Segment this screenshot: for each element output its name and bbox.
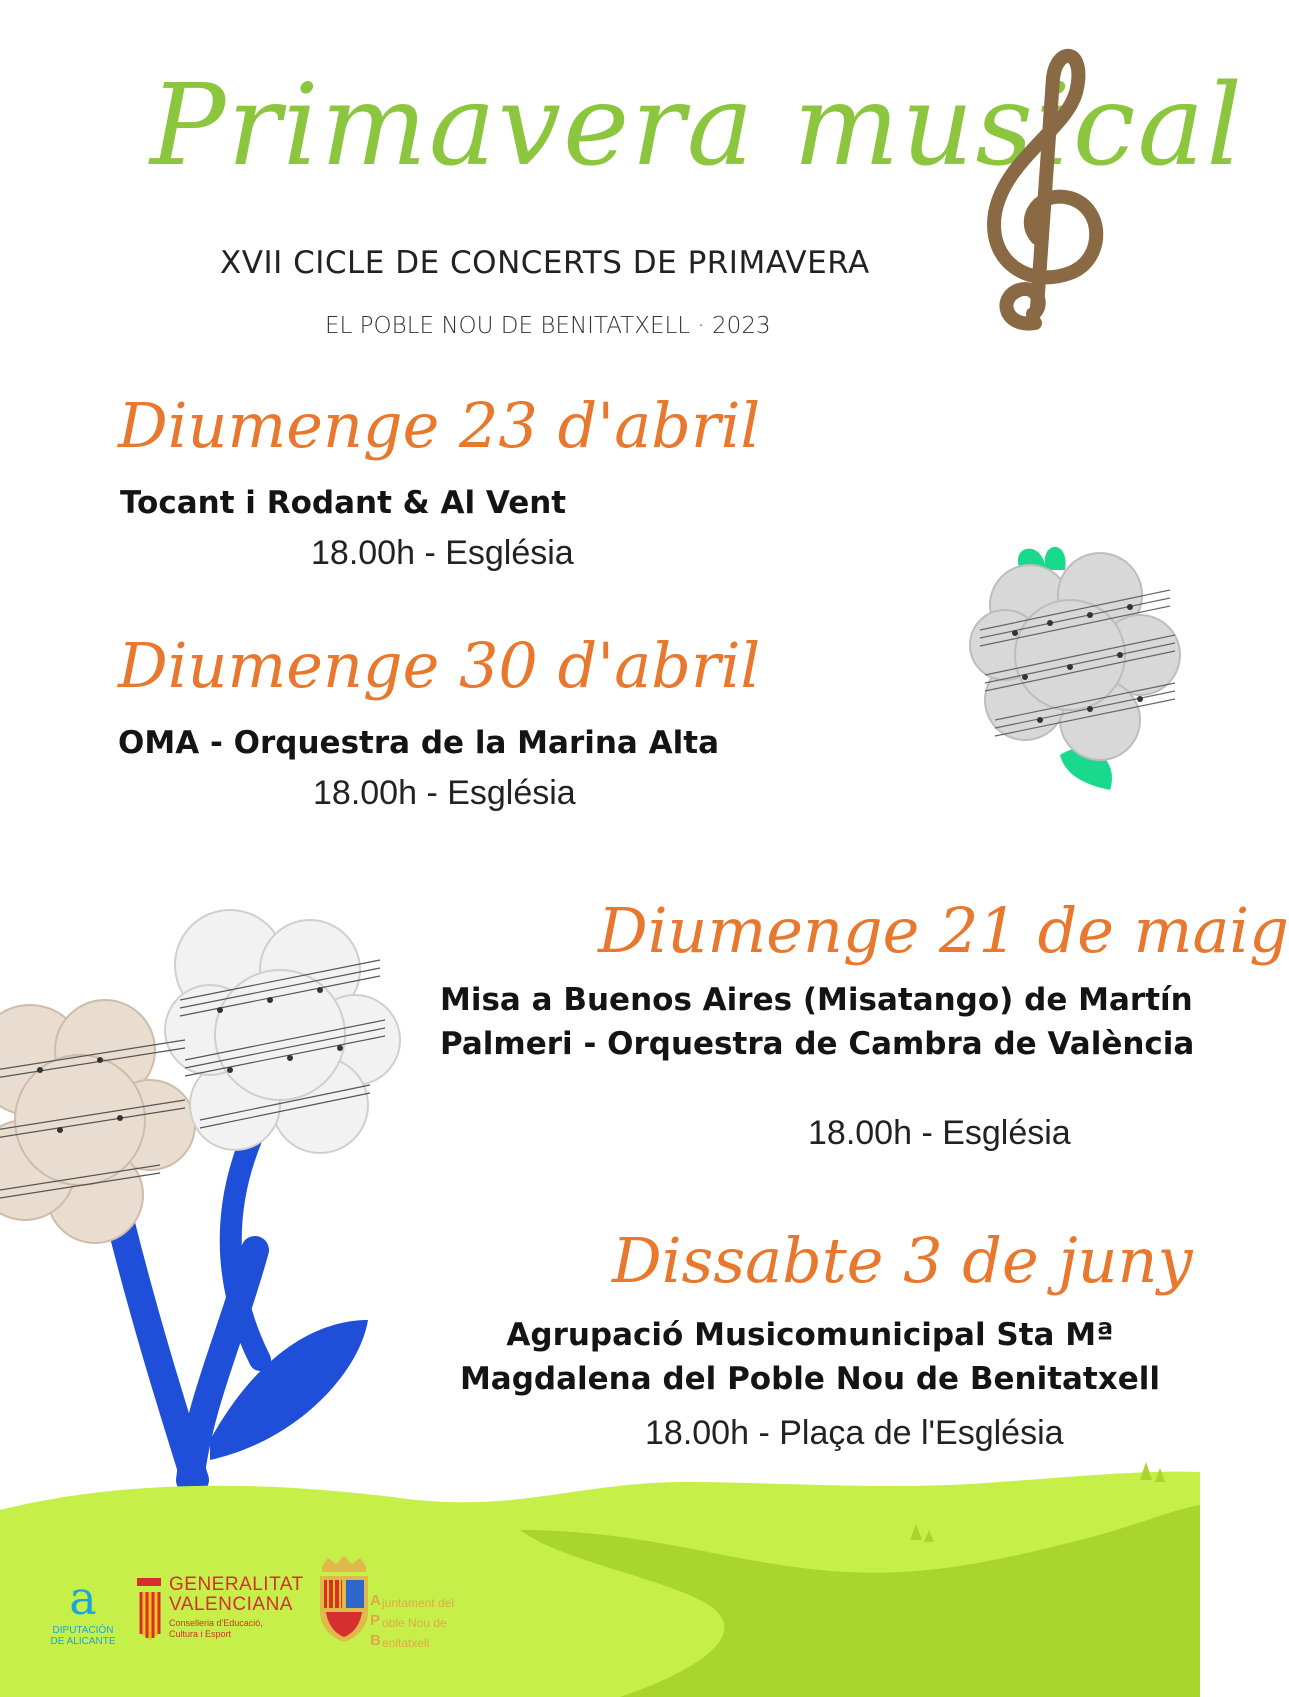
ajuntament-benitatxell-logo xyxy=(314,1556,474,1656)
generalitat-line: Conselleria d'Educació, xyxy=(169,1618,263,1628)
ajuntament-letters xyxy=(370,1591,382,1651)
poster-title: Primavera musical xyxy=(150,61,1245,191)
sheet-music-flower-icon xyxy=(970,535,1185,795)
event-date: Dissabte 3 de juny xyxy=(612,1224,1193,1297)
event-performers: OMA - Orquestra de la Marina Alta xyxy=(118,725,720,761)
event-date: Diumenge 21 de maig xyxy=(598,894,1289,967)
ajuntament-letter: P xyxy=(370,1612,381,1629)
event-date: Diumenge 23 d'abril xyxy=(118,389,761,462)
diputacion-line: DIPUTACIÓN xyxy=(52,1625,114,1636)
ajuntament-line: juntament del xyxy=(382,1596,455,1610)
event-performers-line: Palmeri - Orquestra de Cambra de València xyxy=(440,1026,1195,1063)
event-performers xyxy=(450,1313,1170,1401)
event-time-venue: 18.00h - Església xyxy=(313,774,576,812)
poster-subtitle: XVII CICLE DE CONCERTS DE PRIMAVERA xyxy=(220,245,870,281)
generalitat-line: GENERALITAT xyxy=(169,1574,304,1595)
generalitat-shield-icon xyxy=(135,1574,163,1644)
generalitat-line: VALENCIANA xyxy=(169,1594,293,1615)
event-performers: Tocant i Rodant & Al Vent xyxy=(120,485,567,521)
ajuntament-letter: A xyxy=(370,1592,381,1609)
generalitat-valenciana-logo xyxy=(135,1572,304,1652)
ajuntament-line: enitatxell xyxy=(382,1636,430,1650)
generalitat-line: Cultura i Esport xyxy=(169,1629,232,1639)
diputacion-line: DE ALICANTE xyxy=(50,1636,116,1647)
diputacion-mark: a xyxy=(69,1571,97,1625)
ajuntament-line: oble Nou de xyxy=(382,1616,447,1630)
event-performers-line: Misa a Buenos Aires (Misatango) de Martín xyxy=(440,982,1193,1018)
event-performers-line: Magdalena del Poble Nou de Benitatxell xyxy=(459,1361,1161,1398)
event-performers-line: Agrupació Musicomunicipal Sta Mª xyxy=(506,1317,1114,1353)
treble-clef-icon xyxy=(975,38,1125,338)
event-time-venue: 18.00h - Església xyxy=(808,1114,1071,1152)
place-and-year: EL POBLE NOU DE BENITATXELL · 2023 xyxy=(325,313,771,339)
event-time-venue: 18.00h - Plaça de l'Església xyxy=(645,1414,1064,1452)
blue-flower-stem-icon xyxy=(0,920,420,1510)
event-time-venue: 18.00h - Església xyxy=(311,534,574,572)
ajuntament-letter: B xyxy=(370,1632,381,1649)
ajuntament-coat-of-arms-icon xyxy=(314,1556,374,1646)
diputacion-alicante-logo xyxy=(48,1571,118,1647)
event-date: Diumenge 30 d'abril xyxy=(118,629,761,702)
event-performers xyxy=(440,978,1195,1066)
ajuntament-name xyxy=(382,1593,454,1653)
